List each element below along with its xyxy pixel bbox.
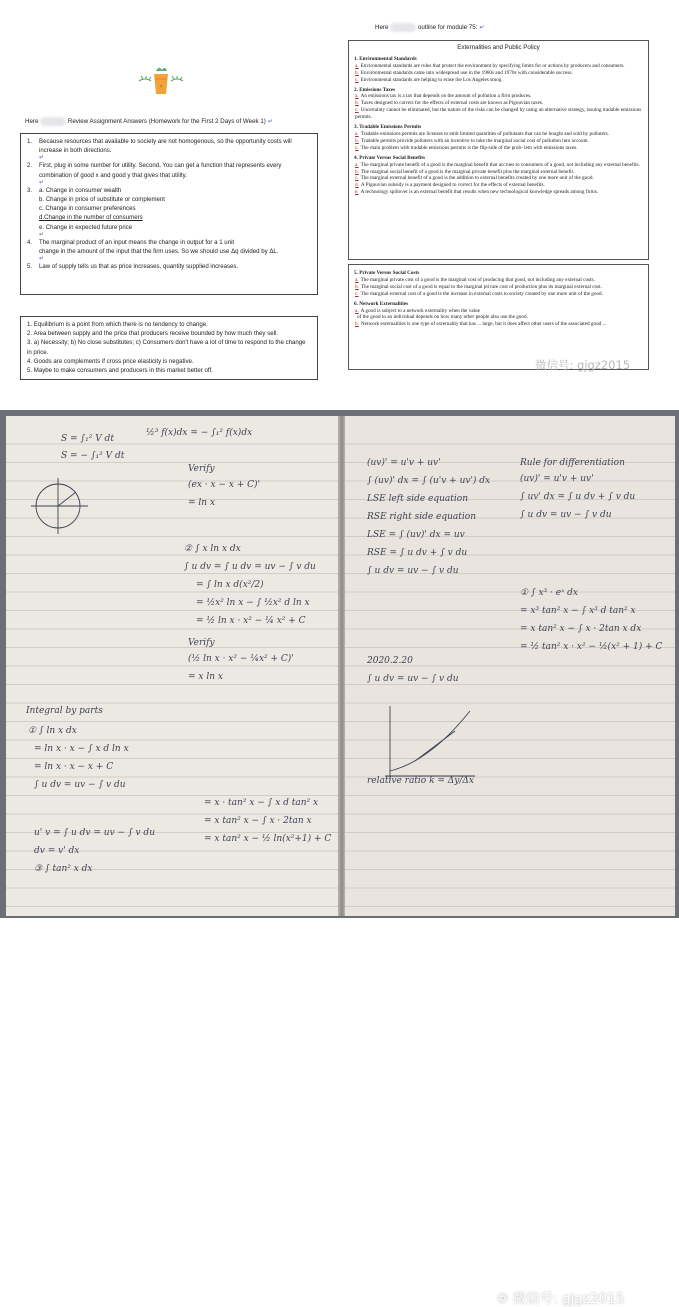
handwritten-line: ① ∫ x³ · eˣ dx: [520, 588, 578, 598]
handwritten-line: S = − ∫₁² V dt: [61, 451, 125, 461]
handwritten-line: = x³ tan² x − ∫ x³ d tan² x: [520, 606, 636, 616]
handwritten-line: = x tan² x − ∫ x · 2tan x dx: [520, 624, 642, 634]
outline-item-letter: b.: [355, 100, 359, 107]
handwritten-line: RSE = ∫ u dv + ∫ v du: [367, 548, 468, 558]
outline-item: [355, 138, 643, 145]
outline-item-text: A Pigouvian subsidy is a payment designed to correct for the effects of external benefits.: [360, 182, 545, 189]
handwritten-line: = ln x · x − x + C: [34, 762, 114, 772]
outline-item: [355, 291, 643, 298]
outline-item-letter: a.: [355, 93, 359, 100]
outline-item-letter: c.: [355, 107, 359, 114]
box2-line-4: 4. Goods are complements if cross price elasticity is negative.: [27, 357, 194, 365]
answers-box-1: 1. Because resources that available to society are not homogenous, so the opportunity costs will increase in both directions. ↵ 2. First, plug in some number for utility. Second, You can get a function that represents every combination of good x and good y that gives that utility. ↵ 3. a. Change in consumer wealth b. Change in price of substitute or complement c. Change in consumer preferences d.Change in the number of consumers e. Change in expected future price ↵ 4. The marginal product of an input means the change in output for a 1 unit change in the amount of the input that the firm uses. So we should use Δq divided by ΔL. ↵ 5. Law of supply tells us that as price increases, quantity supplied increases.: [20, 133, 318, 295]
outline-item: [355, 284, 643, 291]
answer-4: 4. The marginal product of an input means the change in output for a 1 unit: [27, 238, 235, 246]
handwritten-line: = ln x · x − ∫ x d ln x: [34, 744, 129, 754]
outline-section-title: 1. Environmental Standards: [354, 55, 417, 62]
answer-2: 2. First, plug in some number for utility. Second, You can get a function that represents every combination of good x and good y that gives that utility.: [27, 162, 282, 179]
outline-item: [355, 63, 643, 70]
outline-item-text: An emissions tax is a tax that depends on the amount of pollution a firm produces.: [360, 93, 532, 100]
outline-item-text: Taxes designed to correct for the effects of external costs are known as Pigouvian taxes.: [360, 100, 544, 107]
outline-item: [355, 277, 643, 284]
handwritten-line: = ∫ ln x d(x²/2): [196, 580, 264, 590]
handwritten-line: = x · tan² x − ∫ x d tan² x: [204, 798, 319, 808]
handwritten-line: (uv)' = u'v + uv': [367, 458, 441, 468]
outline-item-letter: d.: [355, 182, 359, 189]
handwritten-line: ∫ u dv = uv − ∫ v du: [367, 566, 459, 576]
handwritten-line: Rule for differentiation: [520, 458, 625, 468]
outline-item: [355, 162, 643, 169]
handwritten-line: 2020.2.20: [367, 656, 413, 666]
outline-item-text: A good is subject to a network externality when the value: [360, 307, 480, 314]
handwritten-line: ∫ uv' dx = ∫ u dv + ∫ v du: [520, 492, 636, 502]
handwritten-line: u' v = ∫ u dv = uv − ∫ v du: [34, 828, 155, 838]
answer-3-c: c. Change in consumer preferences: [39, 205, 136, 213]
handwritten-line: = ½ ln x · x² − ¼ x² + C: [196, 616, 306, 626]
answer-1: 1. Because resources that available to society are not homogenous, so the opportunity costs will increase in both directions.: [27, 138, 292, 155]
outline-item: [355, 321, 643, 328]
left-doc-title: Here Review Assignment Answers (Homework for the First 2 Days of Week 1) ↵: [25, 118, 273, 126]
wechat-icon: ❁: [497, 1291, 509, 1307]
handwritten-line: relative ratio k = Δy/Δx: [367, 776, 474, 786]
notebook-left-page: [6, 416, 341, 916]
outline-box-1: [348, 40, 649, 260]
answer-3-d: d.Change in the number of consumers: [39, 214, 143, 222]
outline-item-text: A technology spillover is an external benefit that results when new technological knowledge spreads among firms.: [360, 189, 599, 196]
outline-item: [355, 77, 643, 84]
outline-item: [355, 70, 643, 77]
outline-item-letter: b.: [355, 321, 359, 328]
outline-section-title: 2. Emissions Taxes: [354, 86, 396, 93]
handwritten-line: Verify: [188, 464, 215, 474]
outline-item-text: Environmental standards are helping to erase the Los Angeles smog.: [360, 76, 503, 83]
outline-section-title: 6. Network Externalities: [354, 300, 409, 307]
handwritten-line: = ½x² ln x − ∫ ½x² d ln x: [196, 598, 310, 608]
handwritten-line: = ½ tan² x · x² − ½(x² + 1) + C: [520, 642, 663, 652]
outline-item-letter: c.: [355, 175, 359, 182]
outline-item-letter: e.: [355, 189, 359, 196]
box2-line-3: 3. a) Necessity; b) No close substitutes; c) Consumers don't have a lot of time to respond to the change in price.: [27, 339, 306, 356]
handwritten-line: dv = v' dx: [34, 846, 80, 856]
plant-pot-illustration: [135, 65, 187, 97]
outline-item-letter: c.: [355, 290, 359, 297]
handwritten-line: (ex · x − x + C)': [188, 480, 261, 490]
answer-3: 3. a. Change in consumer wealth: [27, 186, 122, 194]
outline-item-letter: b.: [355, 137, 359, 144]
box2-line-2: 2. Area between supply and the price that producers receive bounded by how much they sell.: [27, 330, 279, 338]
outline-section-title: 3. Tradable Emissions Permits: [354, 124, 422, 131]
outline-item-text: Environmental standards came into widespread use in the 1960s and 1970s with considerable success.: [360, 69, 573, 76]
outline-item-letter: a.: [355, 276, 359, 283]
box2-line-5: 5. Maybe to make consumers and producers in this market better off.: [27, 367, 213, 375]
handwritten-line: = ln x: [188, 498, 216, 508]
handwritten-line: LSE left side equation: [367, 494, 468, 504]
redacted-name: [390, 23, 416, 32]
outline-item-letter: a.: [355, 307, 359, 314]
handwritten-line: ½³ f(x)dx = − ∫₁² f(x)dx: [146, 428, 253, 438]
handwritten-line: Integral by parts: [26, 706, 103, 716]
answer-4-line2: change in the amount of the input that the firm uses. So we should use Δq divided by ΔL.: [39, 248, 279, 256]
handwritten-line: ② ∫ x ln x dx: [184, 544, 241, 554]
right-page-rules: [345, 416, 675, 916]
handwritten-line: (½ ln x · x² − ¼x² + C)': [188, 654, 294, 664]
answers-box-2: [20, 316, 318, 380]
outline-item-letter: c.: [355, 144, 359, 151]
handwritten-line: ∫ u dv = uv − ∫ v du: [520, 510, 612, 520]
outline-item-letter: a.: [355, 161, 359, 168]
outline-item-letter: b.: [355, 168, 359, 175]
handwritten-line: = x tan² x − ∫ x · 2tan x: [204, 816, 312, 826]
handwritten-line: ① ∫ ln x dx: [28, 726, 77, 736]
outline-item-text: Environmental standards are rules that protect the environment by specifying limits for or actions by producers and consumers.: [360, 62, 625, 69]
handwritten-line: Verify: [188, 638, 215, 648]
handwritten-line: = x tan² x − ½ ln(x²+1) + C: [204, 834, 332, 844]
outline-item-text: Tradable emissions permits are licenses to emit limited quantities of pollutants that can be bought and sold by polluters.: [360, 130, 609, 137]
handwritten-line: ∫ u dv = ∫ u dv = uv − ∫ v du: [184, 562, 316, 572]
outline-item-text: Tradable permits provide polluters with an incentive to take the marginal social cost of pollution into account.: [360, 137, 589, 144]
outline-item-text: The marginal private benefit of a good is the marginal benefit that accrues to consumers of a good, not including any external benefits.: [360, 161, 640, 168]
right-doc-title: Here outline for module 75: ↵: [375, 24, 485, 32]
watermark-bottom: [497, 1287, 624, 1307]
outline-heading: Externalities and Public Policy: [457, 44, 540, 51]
handwritten-line: ∫ (uv)' dx = ∫ (u'v + uv') dx: [367, 476, 491, 486]
outline-item-letter: b.: [355, 69, 359, 76]
outline-section-title: 5. Private Versus Social Costs: [354, 270, 420, 276]
redacted-name: [40, 117, 66, 126]
outline-item-letter: c.: [355, 76, 359, 83]
answer-3-b: b. Change in price of substitute or complement: [39, 196, 166, 204]
watermark-bottom-text: 微信号: gjgz2015: [512, 1291, 625, 1307]
outline-item: [355, 107, 643, 121]
handwritten-line: (uv)' = u'v + uv': [520, 474, 594, 484]
notebook-photo: [0, 410, 679, 1307]
outline-item-letter: a.: [355, 130, 359, 137]
outline-item-text: The marginal private cost of a good is the marginal cost of producing that good, not including any external costs.: [360, 276, 595, 283]
outline-box-2: [348, 264, 649, 370]
outline-item-text: The marginal social cost of a good is equal to the marginal private cost of production plus its marginal external cost.: [360, 283, 602, 290]
watermark-top: 微信号: gjgz2015: [535, 358, 631, 372]
outline-item-letter: b.: [355, 283, 359, 290]
outline-item-text: The main problem with tradable emissions permits is the flip-side of the prob- lem with emissions taxes.: [360, 144, 578, 151]
outline-item-text: of the good to an individual depends on how many other people also use the good.: [357, 314, 528, 321]
outline-item-text: The marginal social benefit of a good is the marginal private benefit plus the marginal external benefit.: [360, 168, 575, 175]
outline-item: [355, 131, 643, 138]
handwritten-line: = x ln x: [188, 672, 223, 682]
handwritten-line: RSE right side equation: [367, 512, 476, 522]
outline-item: [355, 145, 643, 152]
handwritten-line: ∫ u dv = uv − ∫ v du: [367, 674, 459, 684]
handwritten-line: LSE = ∫ (uv)' dx = uv: [367, 530, 465, 540]
box2-line-1: 1. Equilibrium is a point from which there is no tendency to change.: [27, 321, 208, 328]
handwritten-line: ③ ∫ tan² x dx: [34, 864, 93, 874]
notebook-right-page: [345, 416, 675, 916]
handwritten-line: ∫ u dv = uv − ∫ v du: [34, 780, 126, 790]
handwritten-line: S = ∫₁² V dt: [61, 434, 114, 444]
outline-section-title: 4. Private Versus Social Benefits: [354, 154, 426, 161]
answer-3-e: e. Change in expected future price: [39, 223, 133, 231]
outline-item-text: The marginal external benefit of a good is the addition to external benefits created by one more unit of the good.: [360, 175, 594, 182]
answer-5: 5. Law of supply tells us that as price increases, quantity supplied increases.: [27, 263, 239, 271]
outline-item: [355, 189, 643, 196]
outline-item-text: The marginal external cost of a good is the increase in external costs to society created by one more unit of the good.: [360, 290, 603, 297]
outline-item-text: Uncertainty cannot be eliminated, but the nature of the risks can be changed by using an alternative strategy, issuing tradable emissions permits.: [355, 107, 642, 121]
outline-item-letter: a.: [355, 62, 359, 69]
outline-item-text: Network externalities is one type of externality that has ... large, but it does affect other users of the associated good ...: [360, 321, 607, 328]
